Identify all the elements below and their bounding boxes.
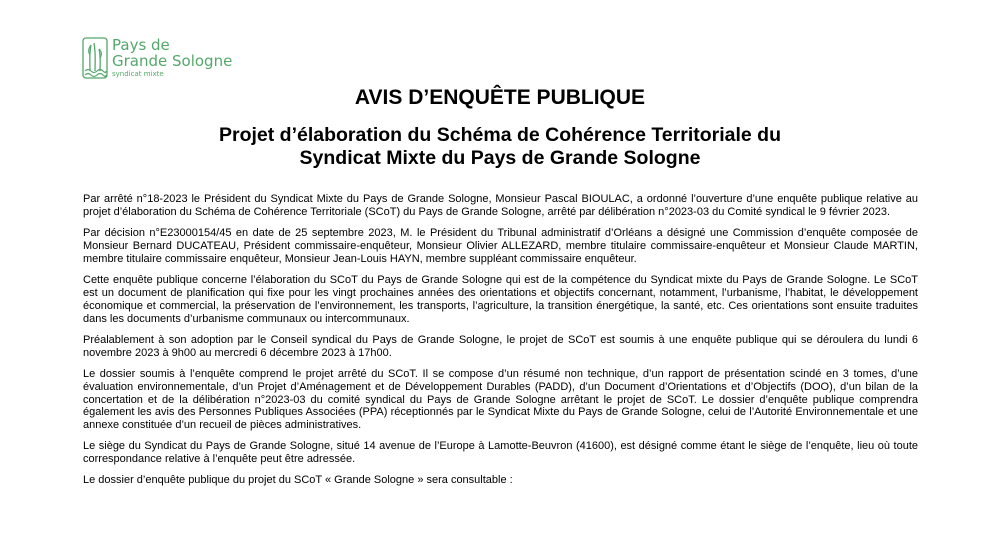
reed-logo-icon	[82, 37, 108, 79]
page-title: AVIS D’ENQUÊTE PUBLIQUE	[354, 86, 646, 109]
paragraph-dossier: Le dossier soumis à l’enquête comprend le projet arrêté du SCoT. Il se compose d’un résumé non technique, d’un rapport de présentation scindé en 3 tomes, d’une évaluation environnementale, d’un Projet d’Aménagement et de Développement Durables (PADD), d’un Document d’Orientations et d’Objectifs (DOO), d’un bilan de la concertation et de la délibération n°2023-03 du comité syndical du Pays de Grande Sologne arrêtant le projet de SCoT. Le dossier d’enquête publique comprendra également les avis des Personnes Publiques Associées (PPA) réceptionnés par le Syndicat Mixte du Pays de Grande Sologne, celui de l’Autorité Environnementale et une annexe constituée d’un recueil de pièces administratives.	[83, 367, 918, 432]
paragraph-arrete: Par arrêté n°18-2023 le Président du Syndicat Mixte du Pays de Grande Sologne, Monsieur Pascal BIOULAC, a ordonné l’ouverture d’une enquête publique relative au projet d’élaboration du Schéma de Cohérence Territoriale (SCoT) du Pays de Grande Sologne, arrêté par délibération n°2023-03 du Comité syndical le 9 février 2023.	[83, 193, 918, 218]
paragraph-consultation: Le dossier d’enquête publique du projet du SCoT « Grande Sologne » sera consultable :	[83, 474, 513, 487]
logo-text-line1: Pays de	[112, 36, 170, 54]
subtitle-line2: Syndicat Mixte du Pays de Grande Sologne	[299, 147, 701, 169]
page-subtitle	[0, 124, 1000, 170]
logo-text-line2: Grande Sologne	[112, 52, 233, 70]
logo-subtitle: syndicat mixte	[112, 70, 164, 78]
paragraph-objet: Cette enquête publique concerne l’élaboration du SCoT du Pays de Grande Sologne qui est de la compétence du Syndicat mixte du Pays de Grande Sologne. Le SCoT est un document de planification qui fixe pour les vingt prochaines années des orientations et objectifs concernant, notamment, l’urbanisme, l’habitat, le développement économique et commercial, la préservation de l’environnement, les transports, l’agriculture, la transition énergétique, la santé, etc. Ces orientations sont ensuite traduites dans les documents d’urbanisme communaux ou intercommunaux.	[83, 273, 918, 325]
paragraph-commission: Par décision n°E23000154/45 en date de 25 septembre 2023, M. le Président du Tribunal administratif d’Orléans a désigné une Commission d’enquête composée de Monsieur Bernard DUCATEAU, Président commissaire-enquêteur, Monsieur Olivier ALLEZARD, membre titulaire commissaire-enquêteur et Monsieur Claude MARTIN, membre titulaire commissaire enquêteur, Monsieur Jean-Louis HAYN, membre suppléant commissaire enquêteur.	[83, 227, 918, 265]
pays-grande-sologne-logo	[82, 37, 232, 79]
paragraph-dates: Préalablement à son adoption par le Conseil syndical du Pays de Grande Sologne, le projet de SCoT est soumis à une enquête publique qui se déroulera du lundi 6 novembre 2023 à 9h00 au mercredi 6 décembre 2023 à 17h00.	[83, 333, 918, 359]
notice-body	[83, 193, 918, 496]
subtitle-line1: Projet d’élaboration du Schéma de Cohérence Territoriale du	[218, 124, 781, 146]
paragraph-siege: Le siège du Syndicat du Pays de Grande Sologne, situé 14 avenue de l’Europe à Lamotte-Beuvron (41600), est désigné comme étant le siège de l’enquête, lieu où toute correspondance relative à l’enquête peut être adressée.	[83, 440, 918, 466]
